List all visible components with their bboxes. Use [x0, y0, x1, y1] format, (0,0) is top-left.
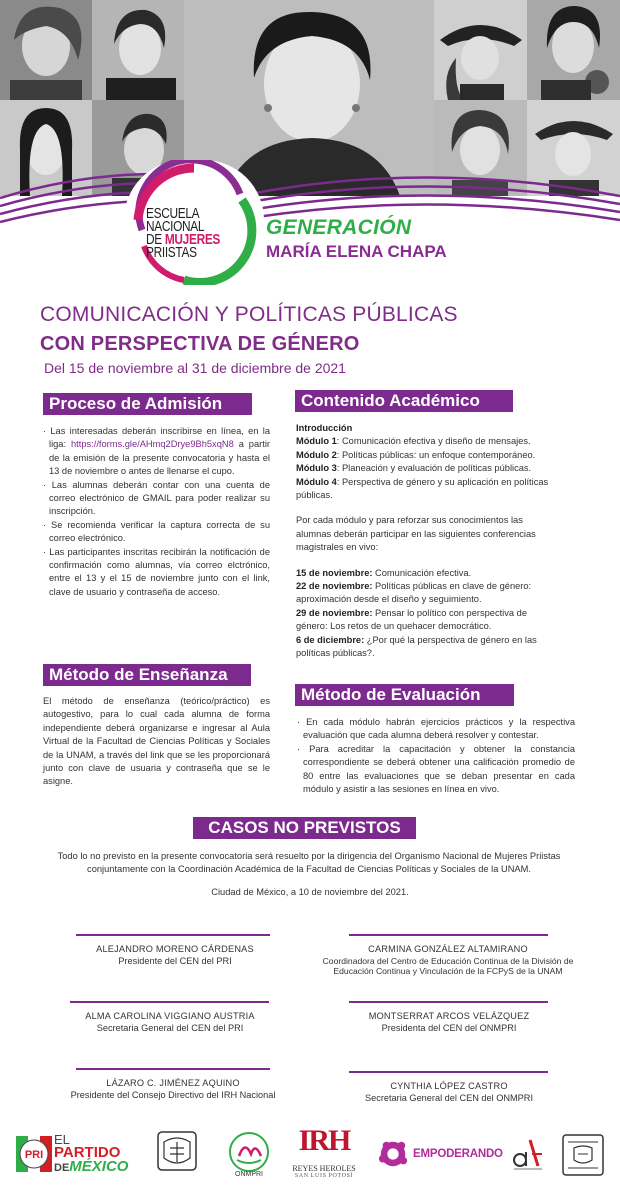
- modulo-item: [296, 435, 555, 448]
- section-header-admision: Proceso de Admisión: [43, 393, 252, 415]
- modulo-item: [296, 462, 555, 475]
- modulo-item: [296, 449, 555, 462]
- escuela-logo: [124, 160, 264, 285]
- section-header-ensenanza: Método de Enseñanza: [43, 664, 251, 686]
- generation-subtitle: MARÍA ELENA CHAPA: [266, 242, 447, 261]
- portrait-photo: [92, 0, 184, 100]
- modulo-text: : Comunicación efectiva y diseño de mensajes.: [336, 436, 531, 447]
- empoderando-text: EMPODERANDO: [413, 1148, 503, 1160]
- el-partido-de-mexico-logo: [54, 1134, 138, 1176]
- signatory-role: Coordinadora del Centro de Educación Continua de la División de Educación Continua y Vinculación de la FCPyS de la UNAM: [322, 955, 574, 976]
- signatory-name: CYNTHIA LÓPEZ CASTRO: [390, 1081, 508, 1091]
- empoderando-icon: [377, 1138, 409, 1170]
- conferencia-item: [296, 634, 555, 661]
- admision-bullet: [43, 425, 270, 479]
- onmpri-logo-icon: [225, 1130, 273, 1178]
- conferencia-text: Comunicación efectiva.: [372, 567, 472, 578]
- evaluacion-bullet: · Para acreditar la capacitación y obtener la constancia correspondiente se deberá obtener una calificación promedio de 80 entre las evaluaciones que se deban presentar en cada módulo y asistir a las sesiones en línea en vivo.: [297, 743, 575, 795]
- conferencia-item: [296, 607, 555, 634]
- modulo-label: Módulo 1: [296, 436, 337, 447]
- city-date: Ciudad de México, a 10 de noviembre del 2021.: [211, 887, 409, 897]
- section-header-casos: CASOS NO PREVISTOS: [193, 817, 416, 839]
- registration-link[interactable]: https://forms.gle/AHmq2Drye9Bh5xqN8: [71, 439, 234, 450]
- onmpri-logo-text: ONMPRI: [235, 1171, 263, 1178]
- partido-word-el: EL: [54, 1132, 70, 1147]
- unam-seal-logo: [154, 1128, 200, 1174]
- signature-line: [349, 1001, 548, 1003]
- partido-word-de: DE: [54, 1162, 70, 1174]
- dcyv-logo-icon: [510, 1138, 546, 1172]
- empoderando-logo: [377, 1138, 503, 1172]
- logo-line: ESCUELA: [146, 206, 200, 222]
- portrait-photo: [0, 0, 92, 100]
- signature-block: [60, 944, 290, 967]
- modulo-item: [296, 476, 555, 503]
- conferencia-text: Políticas públicas en clave de género: aproximación desde el diseño y seguimiento.: [296, 581, 532, 605]
- contenido-intro: [296, 422, 555, 435]
- conferencia-date: 15 de noviembre:: [296, 567, 373, 578]
- modulo-label: Módulo 2: [296, 449, 337, 460]
- signatory-name: ALEJANDRO MORENO CÁRDENAS: [96, 944, 254, 954]
- signatory-name: ALMA CAROLINA VIGGIANO AUSTRIA: [85, 1011, 255, 1021]
- conferencia-date: 6 de diciembre:: [296, 634, 365, 645]
- pri-logo-icon: [16, 1136, 52, 1172]
- partido-word-mexico: MÉXICO: [69, 1158, 129, 1175]
- logo-text: [146, 208, 220, 260]
- irh-mark: IRH: [298, 1124, 350, 1157]
- modulo-text: : Perspectiva de género y su aplicación en políticas públicas.: [296, 476, 549, 501]
- admision-bullet: · Las alumnas deberán contar con una cuenta de correo electrónico de GMAIL para poder realizar su inscripción.: [43, 479, 270, 517]
- conferencias-intro: Por cada módulo y para reforzar sus conocimientos las alumnas deberán participar en las siguientes conferencias magistrales en vivo:: [296, 515, 536, 553]
- onmpri-logo: [225, 1130, 273, 1178]
- logo-line: PRIISTAS: [146, 245, 197, 261]
- conferencia-text: ¿Por qué la perspectiva de género en las políticas públicas?.: [296, 634, 537, 659]
- signature-block: [58, 1078, 288, 1101]
- section-header-contenido: Contenido Académico: [295, 390, 513, 412]
- logo-line-de: DE: [146, 232, 162, 248]
- partido-line2: PARTIDO: [54, 1144, 121, 1161]
- fcpys-seal-icon: [560, 1132, 606, 1178]
- conferencia-text: Pensar lo político con perspectiva de género: Los retos de un quehacer democrático.: [296, 607, 527, 632]
- irh-line1: REYES HEROLES: [292, 1164, 356, 1173]
- course-dates: Del 15 de noviembre al 31 de diciembre de 2021: [44, 360, 346, 376]
- admision-body: [43, 425, 270, 599]
- intro-label: Introducción: [296, 423, 353, 433]
- admision-bullet: · Se recomienda verificar la captura correcta de su correo electrónico.: [43, 519, 270, 544]
- signatory-role: Secretaria General del CEN del PRI: [96, 1022, 244, 1033]
- unam-seal-icon: [154, 1128, 200, 1174]
- conferencia-date: 29 de noviembre:: [296, 607, 373, 618]
- conferencia-item: [296, 580, 555, 607]
- signatory-role: Secretaria General del CEN del ONMPRI: [365, 1092, 533, 1103]
- signatory-name: MONTSERRAT ARCOS VELÁZQUEZ: [368, 1011, 530, 1021]
- evaluacion-body: [297, 716, 575, 796]
- irh-line2: SAN LUIS POTOSÍ: [294, 1173, 354, 1179]
- modulo-text: : Políticas públicas: un enfoque contemporáneo.: [336, 449, 536, 460]
- conferencia-item: [296, 567, 555, 580]
- course-title-line2: CON PERSPECTIVA DE GÉNERO: [40, 333, 360, 355]
- section-header-evaluacion: Método de Evaluación: [295, 684, 514, 706]
- modulo-label: Módulo 3: [296, 463, 337, 474]
- signature-block: [334, 1081, 564, 1104]
- contenido-body: [296, 422, 555, 661]
- evaluacion-bullet: · En cada módulo habrán ejercicios prácticos y la respectiva evaluación que cada alumna deberá resolver y contestar.: [297, 717, 575, 741]
- ensenanza-text: El método de enseñanza (teórico/práctico) es autogestivo, para lo cual cada alumna de forma independiente deberá organizarse e ingresar al Aula Virtual de la Facultad de Ciencias Políticas y Sociales de la UNAM, a través del link que se les proporcionará junto con clave de usuaria y contraseña que se le asigne.: [43, 696, 270, 787]
- signature-line: [349, 934, 548, 936]
- admision-text: a partir de la emisión de la presente convocatoria y hasta el 13 de noviembre o antes de llenarse el cupo.: [49, 439, 270, 477]
- admision-text: · Las interesadas deberán inscribirse en línea, en la liga:: [43, 426, 270, 450]
- pri-logo-text: PRI: [24, 1149, 44, 1161]
- signature-block: [310, 944, 586, 976]
- signatory-role: Presidente del Consejo Directivo del IRH Nacional: [70, 1089, 276, 1100]
- signature-line: [349, 1071, 548, 1073]
- portrait-photo: [434, 0, 527, 100]
- modulo-text: : Planeación y evaluación de políticas públicas.: [336, 463, 532, 474]
- ensenanza-body: [43, 695, 270, 789]
- dcyv-logo: [510, 1138, 546, 1172]
- signatory-name: LÁZARO C. JIMÉNEZ AQUINO: [106, 1078, 240, 1088]
- fcpys-seal-logo: [560, 1132, 606, 1178]
- signatory-role: Presidente del CEN del PRI: [118, 955, 232, 966]
- logo-line-mujeres: MUJERES: [164, 232, 221, 248]
- admision-bullet: · Las participantes inscritas recibirán la notificación de confirmación como alumnas, vía correo elctrónico, entre el 13 y el 15 de noviembre junto con el link, clave de usuario y contraseña de acceso.: [43, 546, 270, 597]
- partido-line3: [54, 1160, 138, 1175]
- pri-logo: [16, 1136, 52, 1172]
- signature-line: [76, 1068, 270, 1070]
- generation-title: GENERACIÓN: [266, 216, 412, 239]
- modulo-label: Módulo 4: [296, 476, 337, 487]
- signature-line: [70, 1001, 269, 1003]
- signature-block: [55, 1011, 285, 1034]
- signature-block: [334, 1011, 564, 1034]
- casos-text: Todo lo no previsto en la presente convocatoria será resuelto por la dirigencia del Organismo Nacional de Mujeres Priistas conjuntamente con la Coordinación Académica de la Facultad de Ciencias Políticas y Sociales de la UNAM.: [57, 851, 561, 875]
- logo-line: NACIONAL: [146, 219, 205, 235]
- signatory-name: CARMINA GONZÁLEZ ALTAMIRANO: [368, 944, 528, 954]
- irh-logo: [290, 1126, 358, 1188]
- portrait-photo: [527, 0, 620, 100]
- signatory-role: Presidenta del CEN del ONMPRI: [381, 1022, 517, 1033]
- course-title-line1: COMUNICACIÓN Y POLÍTICAS PÚBLICAS: [40, 303, 458, 326]
- signature-line: [76, 934, 270, 936]
- conferencia-date: 22 de noviembre:: [296, 581, 373, 592]
